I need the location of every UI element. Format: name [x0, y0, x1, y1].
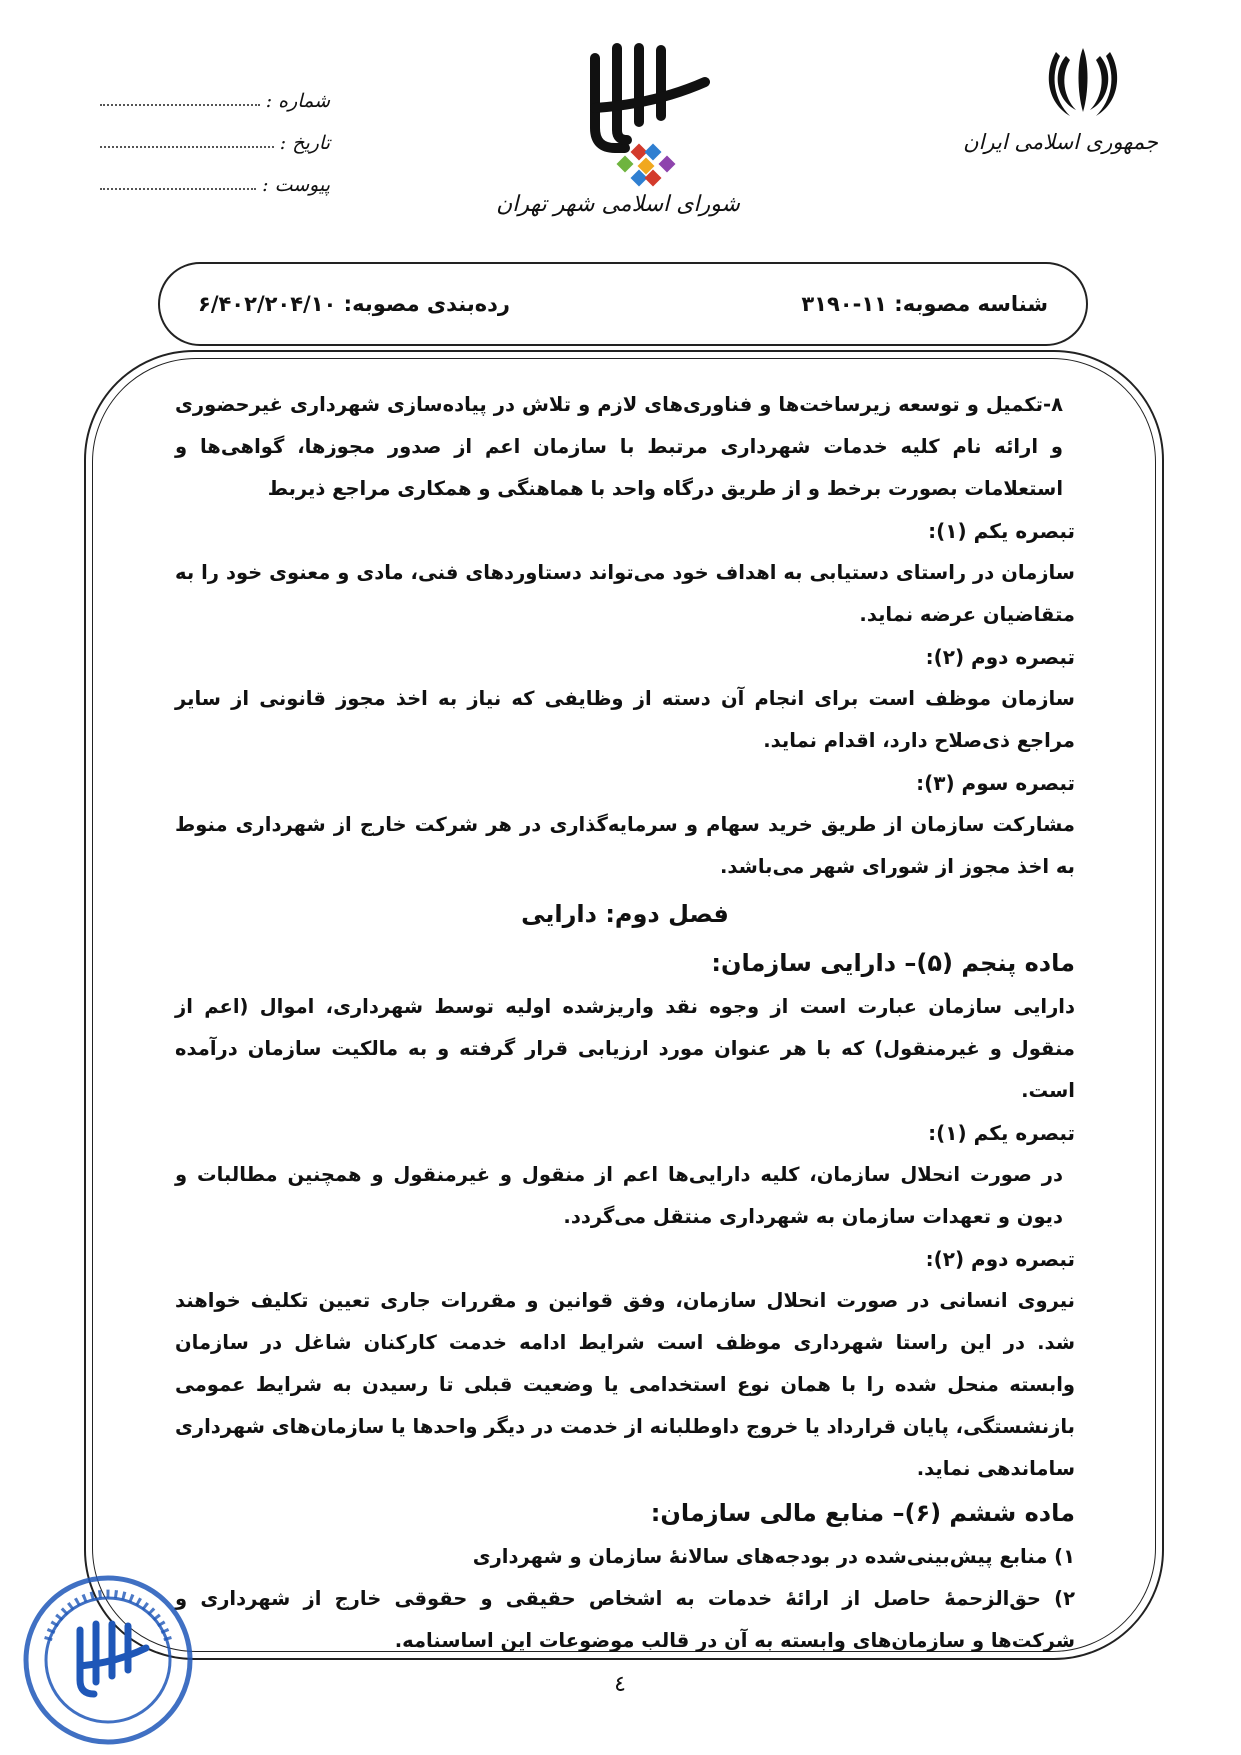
- iran-emblem: [963, 42, 1158, 154]
- letter-date-label: تاریخ :: [279, 132, 330, 154]
- resolution-classification: رده‌بندی مصوبه: ۶/۴۰۲/۲۰۴/۱۰: [198, 292, 510, 316]
- letter-fields: [100, 70, 330, 196]
- note-1-text: سازمان در راستای دستیابی به اهداف خود می‌تواند دستاوردهای فنی، مادی و معنوی خود را به متقاضیان عرضه نماید.: [175, 561, 1075, 626]
- resolution-id-box: [158, 262, 1088, 346]
- item-8: ۸-تکمیل و توسعه زیرساخت‌ها و فناوری‌های لازم و تلاش در پیاده‌سازی شهرداری غیرحضوری و ارائه نام کلیه خدمات شهرداری مرتبط با سازمان اعم از صدور مجوزها، گواهی‌ها و استعلامات بصورت برخط و از طریق درگاه واحد با هماهنگی و همکاری مراجع ذیربط: [175, 393, 1063, 500]
- article-6-item-2: ۲) حق‌الزحمهٔ حاصل از ارائهٔ خدمات به اشخاص حقیقی و حقوقی خارج از شهرداری و شرکت‌ها و سازمان‌های وابسته به آن در قالب موضوعات این اساسنامه.: [175, 1587, 1075, 1652]
- letter-number-field: [100, 70, 330, 112]
- letter-date-field: [100, 112, 330, 154]
- emblem-icon: [1044, 42, 1122, 120]
- chapter-2-title: فصل دوم: دارایی: [521, 900, 729, 928]
- council-caption: شورای اسلامی شهر تهران: [496, 192, 740, 217]
- note-3-text: مشارکت سازمان از طریق خرید سهام و سرمایه‌گذاری در هر شرکت خارج از شهرداری منوط به اخذ مجوز از شورای شهر می‌باشد.: [175, 813, 1075, 878]
- letter-number-label: شماره :: [265, 90, 330, 112]
- article-5-note-1-title: تبصره یکم (۱):: [928, 1121, 1075, 1145]
- letter-date-line: [100, 145, 274, 148]
- article-5-text: دارایی سازمان عبارت است از وجوه نقد واریزشده اولیه توسط شهرداری، اموال (اعم از منقول و غیرمنقول) که با هر عنوان مورد ارزیابی قرار گرفته و به مالکیت سازمان درآمده است.: [175, 995, 1075, 1102]
- article-5-note-1-text: در صورت انحلال سازمان، کلیه دارایی‌ها اعم از منقول و غیرمنقول و همچنین مطالبات و دیون و تعهدات سازمان به شهرداری منتقل می‌گردد.: [175, 1163, 1063, 1228]
- note-2-text: سازمان موظف است برای انجام آن دسته از وظایفی که نیاز به اخذ مجوز قانونی از سایر مراجع ذی‌صلاح دارد، اقدام نماید.: [175, 687, 1075, 752]
- article-6-item-1: ۱) منابع پیش‌بینی‌شده در بودجه‌های سالانهٔ سازمان و شهرداری: [472, 1545, 1075, 1568]
- article-5-note-2-text: نیروی انسانی در صورت انحلال سازمان، وفق قوانین و مقررات جاری تعیین تکلیف خواهند شد. در این راستا شهرداری موظف است شرایط ادامه خدمت کارکنان شاغل در سازمان وابسته منحل شده را با همان نوع استخدامی یا وضعیت قبلی تا رسیدن به شرایط عمومی بازنشستگی، پایان قرارداد یا خروج داوطلبانه از خدمت در دیگر واحدها یا سازمان‌های شهرداری ساماندهی نماید.: [175, 1289, 1075, 1480]
- resolution-id: شناسه مصوبه: ۱۱-۳۱۹۰: [801, 292, 1048, 316]
- article-5-title: ماده پنجم (۵)– دارایی سازمان:: [711, 949, 1075, 977]
- document-body: [175, 384, 1075, 1662]
- council-logo-icon: [555, 38, 725, 188]
- council-seal-stamp: [18, 1570, 198, 1750]
- page-number: ٤: [614, 1672, 626, 1697]
- letter-number-line: [100, 103, 260, 106]
- letter-attachment-label: پیوست :: [262, 174, 330, 196]
- note-1-title: تبصره یکم (۱):: [928, 519, 1075, 543]
- letter-attachment-line: [100, 187, 256, 190]
- article-5-note-2-title: تبصره دوم (۲):: [925, 1247, 1075, 1271]
- note-3-title: تبصره سوم (۳):: [916, 771, 1075, 795]
- emblem-caption: جمهوری اسلامی ایران: [963, 130, 1158, 154]
- article-6-title: ماده ششم (۶)– منابع مالی سازمان:: [650, 1499, 1075, 1527]
- letter-attachment-field: [100, 154, 330, 196]
- note-2-title: تبصره دوم (۲):: [925, 645, 1075, 669]
- council-logo: [496, 38, 740, 217]
